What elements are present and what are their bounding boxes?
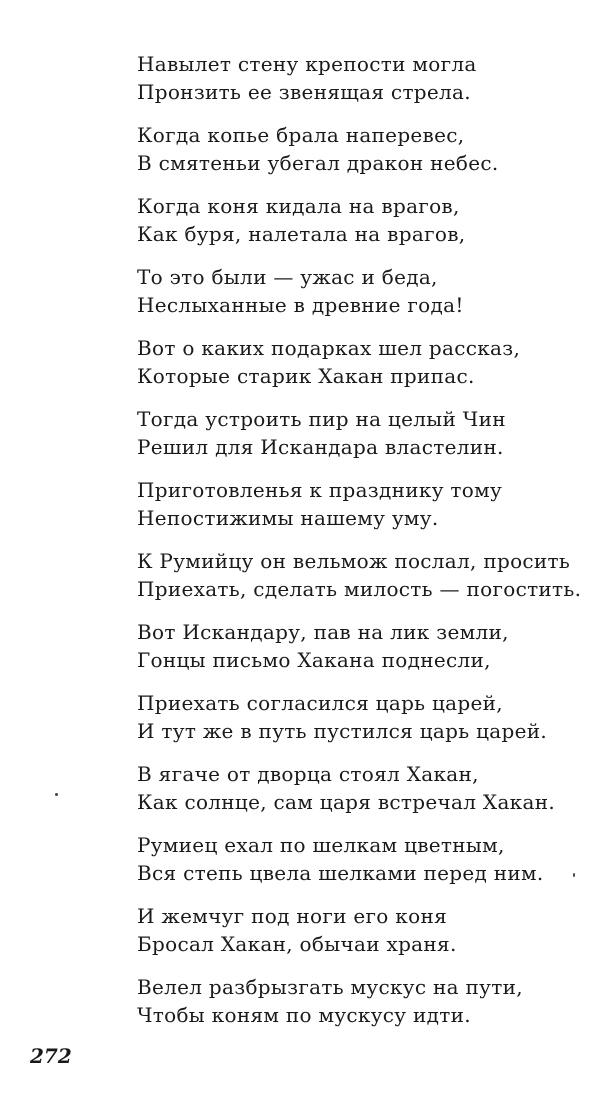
stanza: [137, 973, 587, 1044]
poem-line: Приехать, сделать милость — погостить.: [137, 577, 582, 601]
stanza: [137, 405, 587, 476]
poem-line: Как буря, налетала на врагов,: [137, 222, 466, 246]
poem-line: Решил для Искандара властелин.: [137, 435, 504, 459]
stanza: [137, 760, 587, 831]
poem-line: Тогда устроить пир на целый Чин: [137, 407, 506, 431]
page-number: 272: [30, 1044, 72, 1068]
stanza: [137, 547, 587, 618]
stanza: [137, 831, 587, 902]
poem-line: Пронзить ее звенящая стрела.: [137, 80, 471, 104]
print-speck: [55, 793, 58, 796]
poem-line: Навылет стену крепости могла: [137, 52, 477, 76]
stanza: [137, 476, 587, 547]
poem-line: Приехать согласился царь царей,: [137, 691, 503, 715]
poem-text: [137, 50, 587, 1044]
stanza: [137, 121, 587, 192]
poem-line: Чтобы коням по мускусу идти.: [137, 1003, 471, 1027]
poem-line: Румиец ехал по шелкам цветным,: [137, 833, 505, 857]
stanza: [137, 334, 587, 405]
stanza: [137, 618, 587, 689]
poem-line: Когда коня кидала на врагов,: [137, 194, 460, 218]
poem-line: То это были — ужас и беда,: [137, 265, 438, 289]
poem-line: И тут же в путь пустился царь царей.: [137, 719, 547, 743]
poem-line: Вот Искандару, пав на лик земли,: [137, 620, 509, 644]
poem-line: Приготовленья к празднику тому: [137, 478, 503, 502]
poem-line: И жемчуг под ноги его коня: [137, 904, 447, 928]
poem-line: Вся степь цвела шелками перед ним.: [137, 861, 544, 885]
poem-line: Которые старик Хакан припас.: [137, 364, 475, 388]
stanza: [137, 902, 587, 973]
poem-line: Вот о каких подарках шел рассказ,: [137, 336, 521, 360]
stanza: [137, 50, 587, 121]
stanza: [137, 689, 587, 760]
poem-line: Гонцы письмо Хакана поднесли,: [137, 648, 491, 672]
poem-line: В смятеньи убегал дракон небес.: [137, 151, 499, 175]
poem-line: В ягаче от дворца стоял Хакан,: [137, 762, 479, 786]
stanza: [137, 263, 587, 334]
poem-line: Неслыханные в древние года!: [137, 293, 464, 317]
poem-line: Как солнце, сам царя встречал Хакан.: [137, 790, 555, 814]
poem-line: К Румийцу он вельмож послал, просить: [137, 549, 571, 573]
stanza: [137, 192, 587, 263]
poem-line: Непостижимы нашему уму.: [137, 506, 439, 530]
poem-line: Когда копье брала наперевес,: [137, 123, 465, 147]
print-speck: [573, 873, 575, 877]
poem-line: Велел разбрызгать мускус на пути,: [137, 975, 523, 999]
poem-line: Бросал Хакан, обычаи храня.: [137, 932, 457, 956]
